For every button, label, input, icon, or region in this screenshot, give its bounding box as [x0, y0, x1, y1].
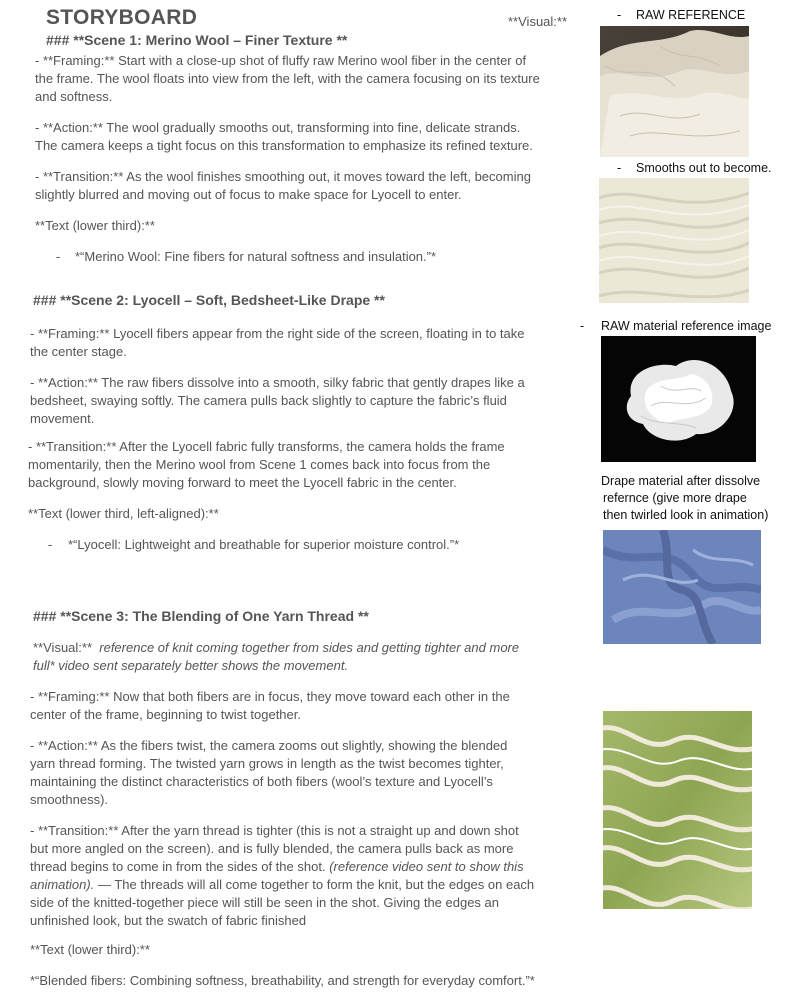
scene3-framing: [30, 688, 510, 724]
sidebar-label-drape-line: Drape material after dissolve: [601, 474, 761, 488]
scene3-action-line: maintaining the distinct characteristics of both fibers (wool’s texture and Lyocell’s: [30, 774, 493, 789]
sidebar-label-raw-material: RAW material reference image: [601, 319, 772, 333]
scene3-transition-text: — The threads will all come together to form the knit, but the edges on each: [97, 877, 535, 892]
scene3-visual-line: [33, 657, 519, 675]
scene3-visual: [33, 639, 519, 675]
sidebar-label-raw-reference: RAW REFERENCE: [636, 8, 746, 22]
scene3-visual-label: **Visual:**: [33, 640, 93, 655]
scene3-transition-line: side of the knitted-together piece will still be seen in the shot. Giving the edges an: [30, 895, 500, 910]
scene2-text-dash: -: [48, 537, 53, 552]
scene2-text-label: **Text (lower third, left-aligned):**: [28, 506, 219, 521]
sidebar-label-drape: [601, 473, 768, 524]
sidebar-label-drape-line: then twirled look in animation): [603, 508, 769, 522]
scene2-action-line: - **Action:** The raw fibers dissolve into a smooth, silky fabric that gently drapes like a: [30, 375, 525, 390]
scene3-text-label: **Text (lower third):**: [30, 942, 150, 957]
scene1-framing-line: the frame. The wool floats into view from the left, with the camera focusing on its texture: [35, 71, 540, 86]
scene1-framing: [35, 52, 540, 106]
scene2-framing-line: the center stage.: [30, 344, 127, 359]
scene3-action: [30, 737, 507, 809]
scene3-transition: [30, 822, 534, 930]
sidebar-label-smooths-out: Smooths out to become.: [636, 161, 772, 175]
scene1-text-value: *“Merino Wool: Fine fibers for natural softness and insulation.”*: [75, 249, 437, 264]
scene3-transition-italic: animation).: [30, 877, 95, 892]
scene1-transition: [35, 168, 531, 204]
scene3-transition-line: but more angled on the screen). and is fully blended, the camera pulls back as more: [30, 841, 514, 856]
scene3-transition-text: thread begins to come in from the sides of the shot.: [30, 859, 326, 874]
scene3-transition-line: [30, 876, 534, 894]
scene3-framing-line: center of the frame, beginning to twist together.: [30, 707, 301, 722]
scene3-visual-text: reference of knit coming together from sides and getting tighter and more: [99, 640, 520, 655]
scene1-action-line: - **Action:** The wool gradually smooths out, transforming into fine, delicate strands.: [35, 120, 521, 135]
scene3-action-line: - **Action:** As the fibers twist, the camera zooms out slightly, showing the blended: [30, 738, 508, 753]
scene2-text-value: *“Lyocell: Lightweight and breathable for superior moisture control.”*: [68, 537, 460, 552]
scene2-framing-line: - **Framing:** Lyocell fibers appear from the right side of the screen, floating in to take: [30, 326, 525, 341]
raw-wool-image: [600, 26, 749, 157]
scene2-action-line: bedsheet, swaying softly. The camera pulls back slightly to capture the fabric’s fluid: [30, 393, 507, 408]
scene3-transition-italic: (reference video sent to show this: [329, 859, 524, 874]
sidebar-label-2-dash: -: [617, 161, 622, 175]
blue-drape-image: [603, 530, 761, 644]
scene3-transition-line: - **Transition:** After the yarn thread is tighter (this is not a straight up and down shot: [30, 823, 519, 838]
scene1-action: [35, 119, 533, 155]
scene1-text-label: **Text (lower third):**: [35, 218, 155, 233]
visual-header: **Visual:**: [508, 14, 568, 29]
scene3-heading: ### **Scene 3: The Blending of One Yarn Thread **: [33, 608, 369, 624]
scene3-framing-line: - **Framing:** Now that both fibers are in focus, they move toward each other in the: [30, 689, 510, 704]
scene1-framing-line: and softness.: [35, 89, 113, 104]
sidebar-label-drape-line: refernce (give more drape: [603, 491, 747, 505]
scene3-transition-line: unfinished look, but the swatch of fabric finished: [30, 913, 307, 928]
scene2-action-line: movement.: [30, 411, 95, 426]
sidebar-label-1-dash: -: [617, 8, 622, 22]
scene1-transition-line: - **Transition:** As the wool finishes smoothing out, it moves toward the left, becoming: [35, 169, 531, 184]
scene2-framing: [30, 325, 525, 361]
scene3-action-line: yarn thread forming. The twisted yarn grows in length as the twist becomes tighter,: [30, 756, 504, 771]
scene1-transition-line: slightly blurred and moving out of focus to make space for Lyocell to enter.: [35, 187, 462, 202]
scene1-heading: ### **Scene 1: Merino Wool – Finer Texture **: [46, 32, 348, 48]
scene3-text-value: *“Blended fibers: Combining softness, breathability, and strength for everyday comfort.”*: [30, 973, 535, 988]
page-title: STORYBOARD: [46, 6, 198, 29]
scene3-transition-line: [30, 858, 534, 876]
scene2-transition-line: - **Transition:** After the Lyocell fabric fully transforms, the camera holds the frame: [28, 439, 505, 454]
scene1-text-dash: -: [56, 249, 61, 264]
scene2-transition: [28, 438, 505, 492]
raw-lyocell-image: [601, 336, 756, 462]
scene3-visual-line: [33, 639, 519, 657]
scene2-transition-line: background, slowly moving forward to meet the Lyocell fabric in the center.: [28, 475, 457, 490]
sidebar-label-3-dash: -: [580, 319, 585, 333]
scene2-heading: ### **Scene 2: Lyocell – Soft, Bedsheet-Like Drape **: [33, 292, 385, 308]
scene1-action-line: The camera keeps a tight focus on this transformation to emphasize its refined texture.: [35, 138, 533, 153]
scene3-visual-text: full* video sent separately better shows the movement.: [33, 658, 349, 673]
smooth-wool-image: [599, 178, 749, 303]
yarn-strands-image: [603, 711, 752, 909]
scene1-framing-line: - **Framing:** Start with a close-up shot of fluffy raw Merino wool fiber in the center of: [35, 53, 527, 68]
scene2-action: [30, 374, 525, 428]
scene3-action-line: smoothness).: [30, 792, 109, 807]
scene2-transition-line: momentarily, then the Merino wool from Scene 1 comes back into focus from the: [28, 457, 491, 472]
